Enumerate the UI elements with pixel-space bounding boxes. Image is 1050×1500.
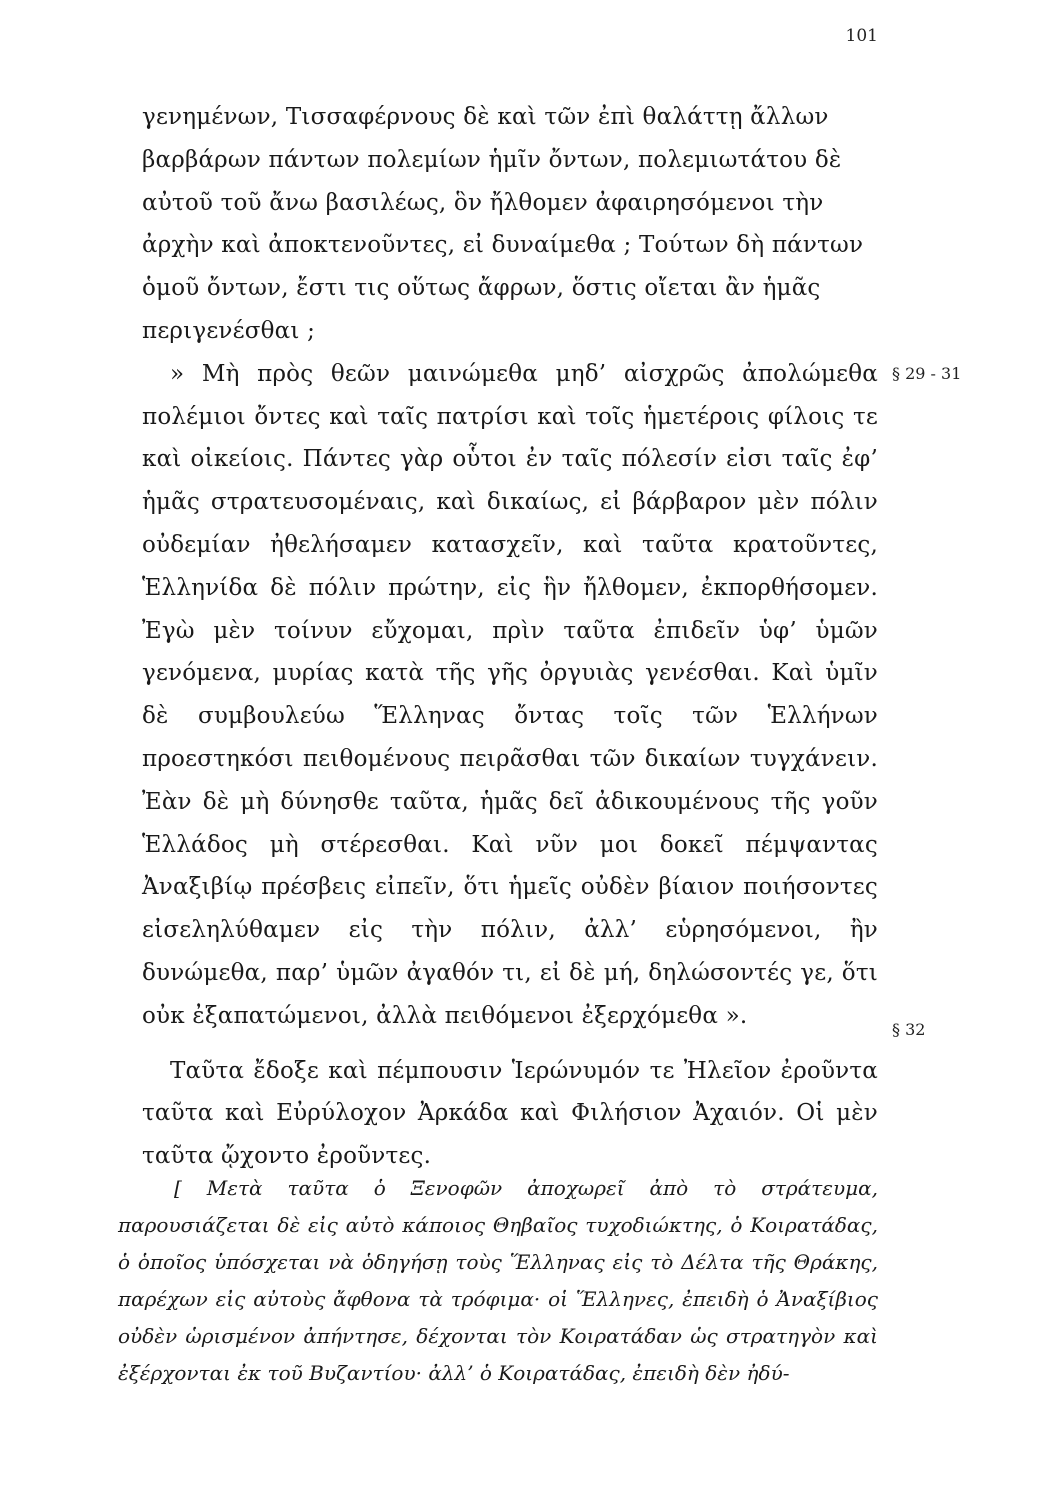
paragraph-1: γενημένων, Τισσαφέρνους δὲ καὶ τῶν ἐπὶ θαλάττῃ ἄλλων βαρβάρων πάντων πολεμίων ἡμῖν ὄντων, πολεμιωτάτου δὲ αὐτοῦ τοῦ ἄνω βασιλέως, ὃν ἤλθομεν ἀφαιρησόμενοι τὴν ἀρχὴν καὶ ἀποκτενοῦντες, εἰ δυναίμεθα ; Τούτων δὴ πάντων ὁμοῦ ὄντων, ἔστι τις οὕτως ἄφρων, ὅστις οἴεται ἂν ἡμᾶς περιγενέσθαι ; [142,104,864,344]
paragraph-2: » Μὴ πρὸς θεῶν μαινώμεθα μηδ’ αἰσχρῶς ἀπολώμεθα πολέμιοι ὄντες καὶ ταῖς πατρίσι καὶ τοῖς ἡμετέροις φίλοις τε καὶ οἰκείοις. Πάντες γὰρ οὗτοι ἐν ταῖς πόλεσίν εἰσι ταῖς ἐφ’ ἡμᾶς στρατευσομέναις, καὶ δικαίως, εἰ βάρβαρον μὲν πόλιν οὐδεμίαν ἠθελήσαμεν κατασχεῖν, καὶ ταῦτα κρατοῦντες, Ἑλληνίδα δὲ πόλιν πρώτην, εἰς ἣν ἤλθομεν, ἐκπορθήσομεν. Ἐγὼ μὲν τοίνυν εὔχομαι, πρὶν ταῦτα ἐπιδεῖν ὑφ’ ὑμῶν γενόμενα, μυρίας κατὰ τῆς γῆς ὀργυιὰς γενέσθαι. Καὶ ὑμῖν δὲ συμβουλεύω Ἕλληνας ὄντας τοῖς τῶν Ἑλλήνων προεστηκόσι πειθομένους πειρᾶσθαι τῶν δικαίων τυγχάνειν. Ἐὰν δὲ μὴ δύνησθε ταῦτα, ἡμᾶς δεῖ ἀδικουμένους τῆς γοῦν Ἑλλάδος μὴ στέρεσθαι. Καὶ νῦν μοι δοκεῖ πέμψαντας Ἀναξιβίῳ πρέσβεις εἰπεῖν, ὅτι ἡμεῖς οὐδὲν βίαιον ποιήσοντες εἰσεληλύθαμεν εἰς τὴν πόλιν, ἀλλ’ εὑρησόμενοι, ἢν δυνώμεθα, παρ’ ὑμῶν ἀγαθόν τι, εἰ δὲ μή, δηλώσοντές γε, ὅτι οὐκ ἐξαπατώμενοι, ἀλλὰ πειθόμενοι ἐξερχόμεθα ». [142,360,878,1029]
margin-section-ref-1: § 29 - 31 [892,364,962,383]
paragraph-3: Ταῦτα ἔδοξε καὶ πέμπουσιν Ἱερώνυμόν τε Ἠλεῖον ἐροῦντα ταῦτα καὶ Εὐρύλοχον Ἀρκάδα καὶ Φιλήσιον Ἀχαιόν. Οἱ μὲν ταῦτα ᾤχοντο ἐροῦντες. [142,1057,878,1170]
margin-section-ref-2: § 32 [892,1020,926,1039]
editorial-summary: [ Μετὰ ταῦτα ὁ Ξενοφῶν ἀποχωρεῖ ἀπὸ τὸ στράτευμα, παρουσιάζεται δὲ εἰς αὐτὸ κάποιος Θηβαῖος τυχοδιώκτης, ὁ Κοιρατάδας, ὁ ὁποῖος ὑπόσχεται νὰ ὁδηγήσῃ τοὺς Ἕλληνας εἰς τὸ Δέλτα τῆς Θράκης, παρέχων εἰς αὐτοὺς ἄφθονα τὰ τρόφιμα· οἱ Ἕλληνες, ἐπειδὴ ὁ Ἀναξίβιος οὐδὲν ὡρισμένον ἀπήντησε, δέχονται τὸν Κοιρατάδαν ὡς στρατηγὸν καὶ ἐξέρχονται ἐκ τοῦ Βυζαντίου· ἀλλ’ ὁ Κοιρατάδας, ἐπειδὴ δὲν ἠδύ- [118,1176,878,1385]
page-number: 101 [845,26,878,46]
main-text [142,96,878,1178]
